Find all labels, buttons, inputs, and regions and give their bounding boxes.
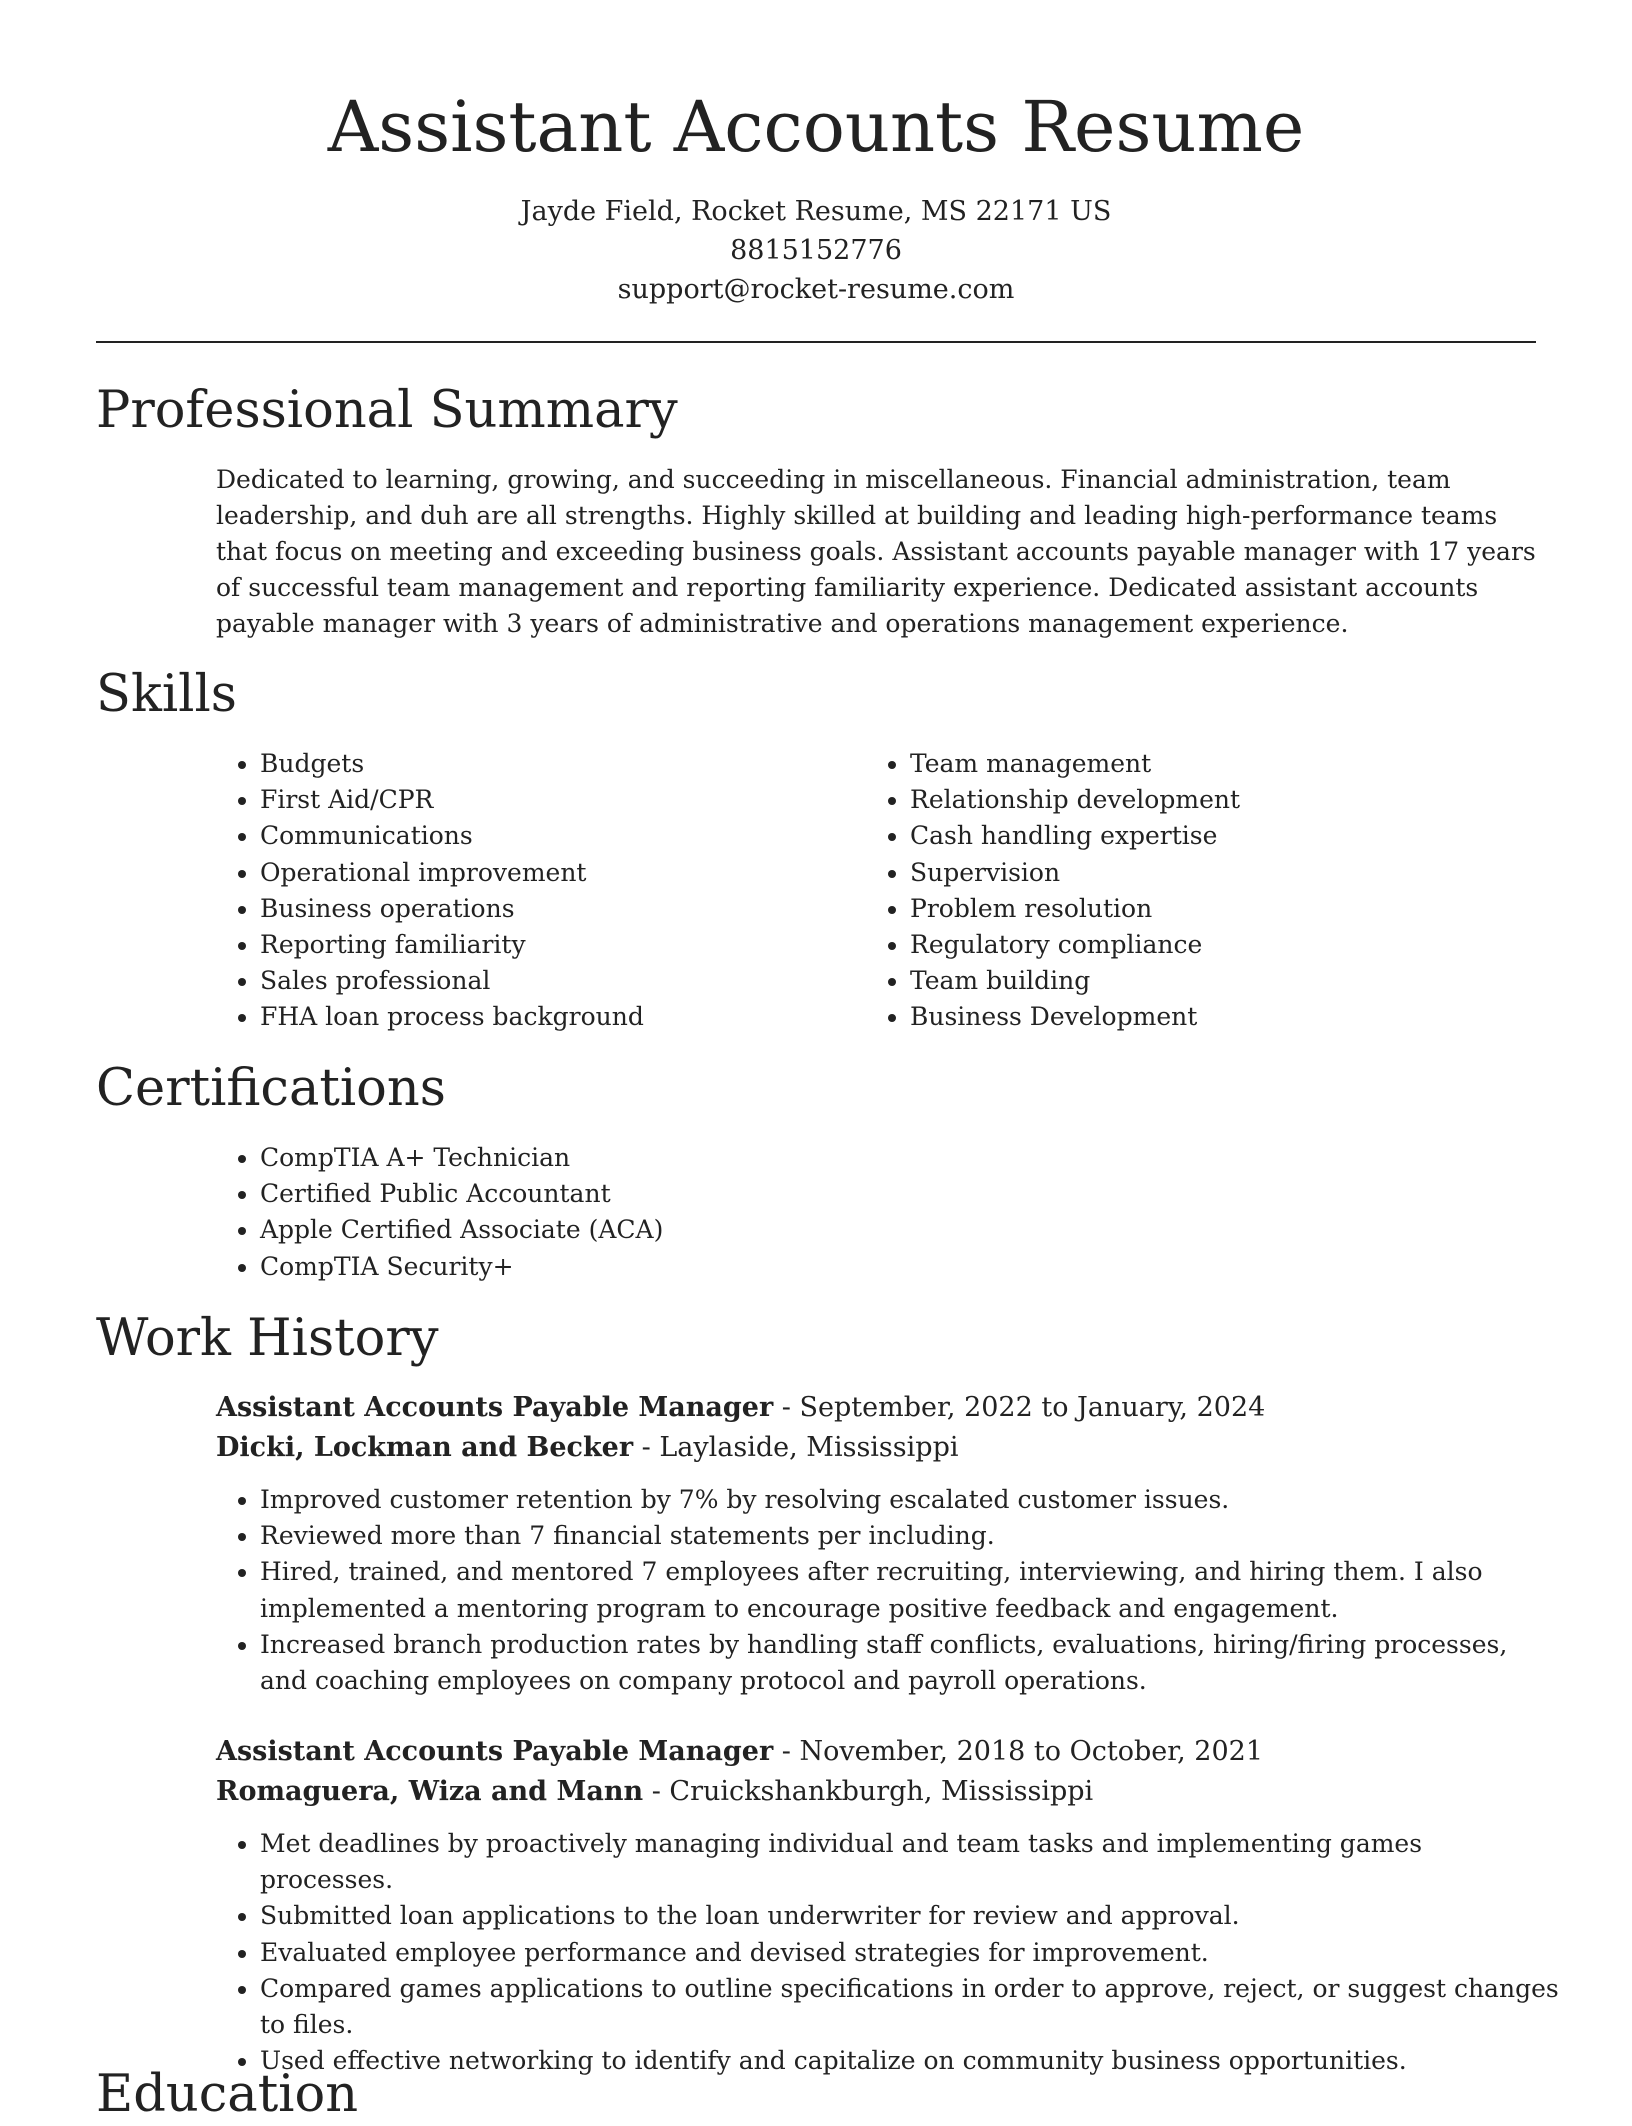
- skill-item: • FHA loan process background: [260, 999, 820, 1035]
- job-bullet: • Hired, trained, and mentored 7 employees after recruiting, interviewing, and hiring them. I also implemented a mentoring program to encourage positive feedback and engagement.: [260, 1554, 1560, 1626]
- job-bullet: • Evaluated employee performance and devised strategies for improvement.: [260, 1935, 1560, 1971]
- certifications-list: [216, 1140, 1360, 1285]
- job-bullets: [216, 1482, 1560, 1699]
- skill-item: • Regulatory compliance: [910, 927, 1530, 963]
- job-title: Assistant Accounts Payable Manager: [216, 1736, 774, 1767]
- skill-item: • Communications: [260, 818, 820, 854]
- skills-list-right: [866, 746, 1530, 1036]
- job-title: Assistant Accounts Payable Manager: [216, 1392, 774, 1423]
- job-company-line: Romaguera, Wiza and Mann - Cruickshankburgh, Mississippi: [216, 1776, 1094, 1807]
- contact-address: Jayde Field, Rocket Resume, MS 22171 US: [520, 196, 1112, 227]
- certifications-heading: Certifications: [96, 1059, 446, 1118]
- skill-item: • Business operations: [260, 891, 820, 927]
- job-company: Romaguera, Wiza and Mann: [216, 1776, 644, 1807]
- job-bullet: • Met deadlines by proactively managing individual and team tasks and implementing games processes.: [260, 1826, 1560, 1898]
- skill-item: • First Aid/CPR: [260, 782, 820, 818]
- job-location: Laylaside, Mississippi: [659, 1432, 959, 1463]
- summary-heading: Professional Summary: [96, 381, 678, 440]
- summary-text: Dedicated to learning, growing, and succeeding in miscellaneous. Financial administration, team leadership, and duh are all strengths. Highly skilled at building and leading high-performance teams that focus on meeting and exceeding business goals. Assistant accounts payable manager with 17 years of successful team management and reporting familiarity experience. Dedicated assistant accounts payable manager with 3 years of administrative and operations management experience.: [216, 465, 1536, 638]
- certification-item: • Apple Certified Associate (ACA): [260, 1212, 1360, 1248]
- job-company: Dicki, Lockman and Becker: [216, 1432, 634, 1463]
- skill-item: • Relationship development: [910, 782, 1530, 818]
- job-bullet: • Compared games applications to outline specifications in order to approve, reject, or suggest changes to files.: [260, 1971, 1560, 2043]
- contact-email: support@rocket-resume.com: [617, 274, 1015, 305]
- job-dates: November, 2018 to October, 2021: [799, 1736, 1264, 1767]
- certification-item: • Certified Public Accountant: [260, 1176, 1360, 1212]
- skills-heading: Skills: [96, 665, 237, 724]
- skill-item: • Cash handling expertise: [910, 818, 1530, 854]
- contact-block: [0, 192, 1632, 309]
- skill-item: • Supervision: [910, 855, 1530, 891]
- certification-item: • CompTIA Security+: [260, 1249, 1360, 1285]
- job-bullet: • Increased branch production rates by handling staff conflicts, evaluations, hiring/firing processes, and coaching employees on company protocol and payroll operations.: [260, 1627, 1560, 1699]
- skill-item: • Problem resolution: [910, 891, 1530, 927]
- job-location: Cruickshankburgh, Mississippi: [669, 1776, 1094, 1807]
- certification-item: • CompTIA A+ Technician: [260, 1140, 1360, 1176]
- job-bullet: • Submitted loan applications to the loan underwriter for review and approval.: [260, 1898, 1560, 1934]
- job-dates: September, 2022 to January, 2024: [799, 1392, 1266, 1423]
- job-title-line: Assistant Accounts Payable Manager - September, 2022 to January, 2024: [216, 1392, 1266, 1423]
- contact-phone: 8815152776: [730, 235, 902, 266]
- skill-item: • Sales professional: [260, 963, 820, 999]
- skills-list-left: [216, 746, 820, 1036]
- header-divider: [96, 341, 1536, 343]
- job-bullets: [216, 1826, 1560, 2079]
- job-bullet: • Used effective networking to identify and capitalize on community business opportunities.: [260, 2043, 1560, 2079]
- job-title-line: Assistant Accounts Payable Manager - November, 2018 to October, 2021: [216, 1736, 1264, 1767]
- skill-item: • Team building: [910, 963, 1530, 999]
- education-heading: Education: [96, 2065, 359, 2124]
- skill-item: • Team management: [910, 746, 1530, 782]
- skill-item: • Operational improvement: [260, 855, 820, 891]
- job-company-line: Dicki, Lockman and Becker - Laylaside, Mississippi: [216, 1432, 959, 1463]
- skill-item: • Budgets: [260, 746, 820, 782]
- resume-title: Assistant Accounts Resume: [327, 86, 1305, 168]
- work-history-heading: Work History: [96, 1309, 439, 1368]
- job-bullet: • Reviewed more than 7 financial statements per including.: [260, 1518, 1560, 1554]
- job-bullet: • Improved customer retention by 7% by resolving escalated customer issues.: [260, 1482, 1560, 1518]
- skill-item: • Business Development: [910, 999, 1530, 1035]
- skill-item: • Reporting familiarity: [260, 927, 820, 963]
